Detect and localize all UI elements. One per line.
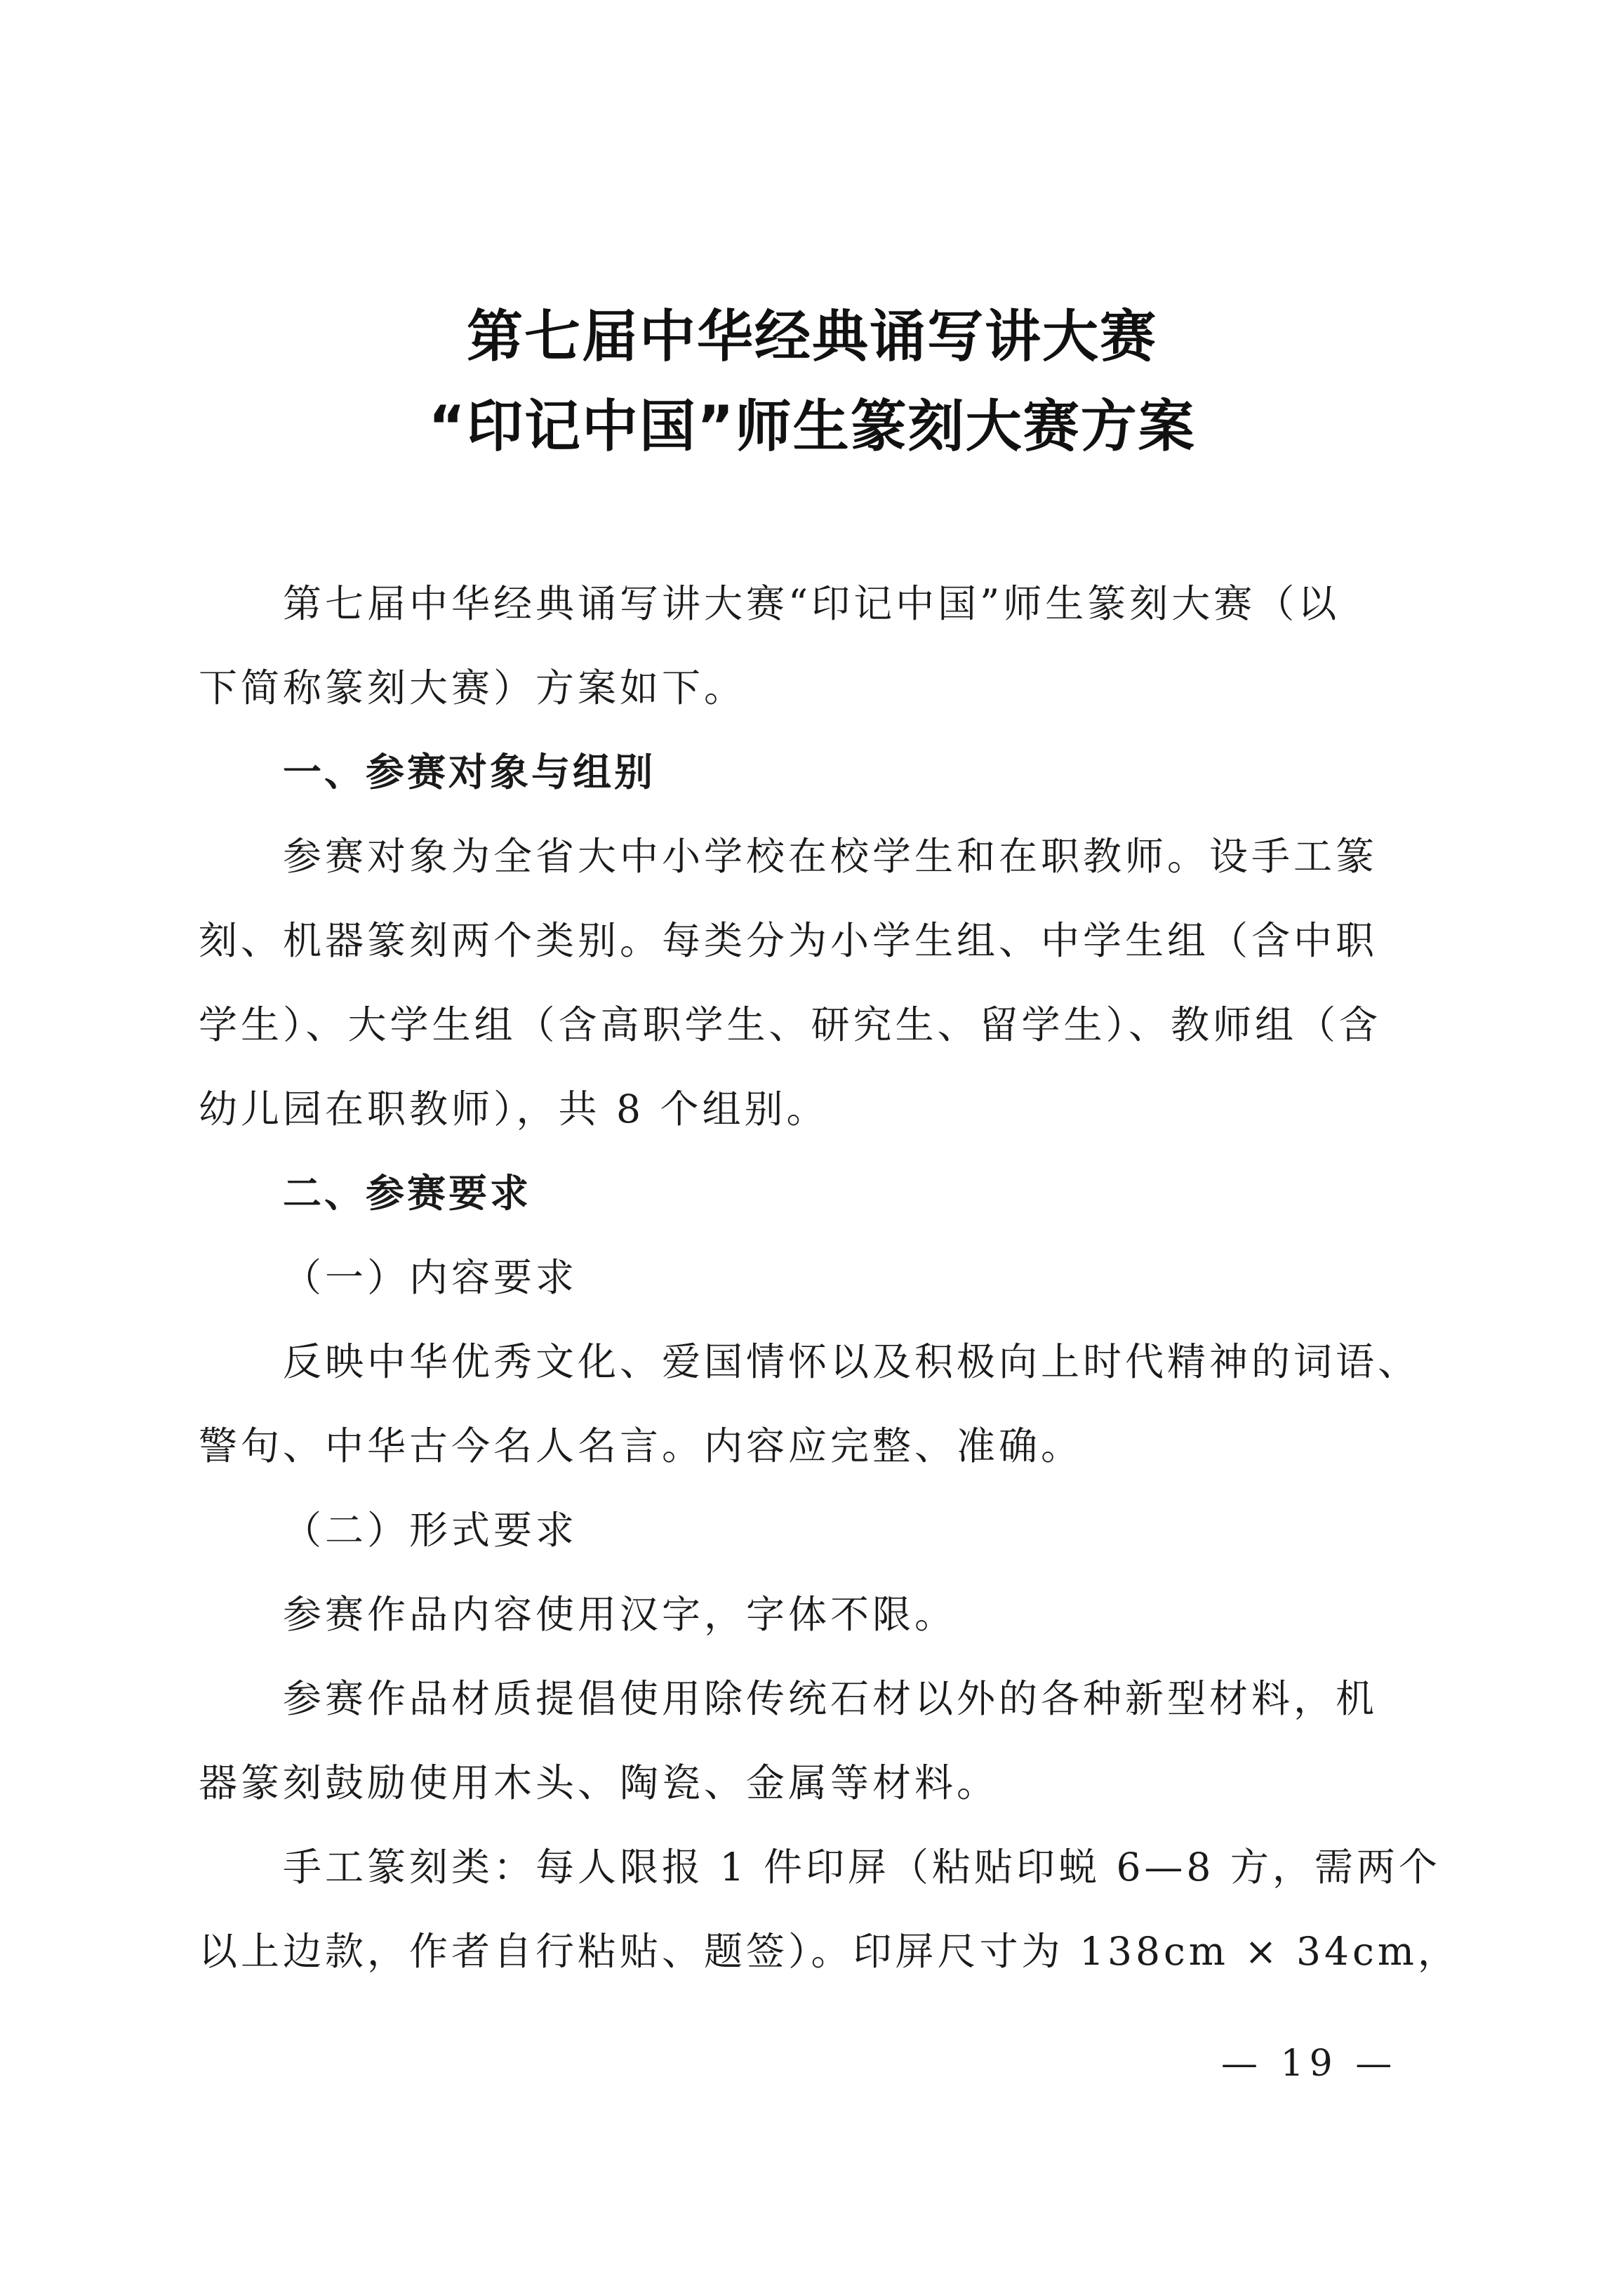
section-1-line-1: 参赛对象为全省大中小学校在校学生和在职教师。设手工篆 — [283, 834, 1378, 879]
intro-line-2: 下简称篆刻大赛）方案如下。 — [199, 665, 747, 710]
subsection-2-para-3-line-2: 以上边款，作者自行粘贴、题签）。印屏尺寸为 138cm × 34cm， — [199, 1929, 1460, 1974]
section-1-line-2: 刻、机器篆刻两个类别。每类分为小学生组、中学生组（含中职 — [199, 918, 1378, 963]
section-1-line-4: 幼儿园在职教师），共 8 个组别。 — [199, 1087, 829, 1132]
section-1-line-3: 学生）、大学生组（含高职学生、研究生、留学生）、教师组（含 — [199, 1002, 1382, 1047]
page-number: — 19 — — [1221, 2043, 1398, 2085]
subsection-2-para-2-line-2: 器篆刻鼓励使用木头、陶瓷、金属等材料。 — [199, 1760, 999, 1805]
subsection-2-para-2-line-1: 参赛作品材质提倡使用除传统石材以外的各种新型材料，机 — [283, 1676, 1378, 1721]
subsection-1-line-1: 反映中华优秀文化、爱国情怀以及积极向上时代精神的词语、 — [283, 1339, 1420, 1384]
subsection-2-para-3-line-1: 手工篆刻类：每人限报 1 件印屏（粘贴印蜕 6—8 方，需两个 — [283, 1845, 1441, 1890]
intro-line-1: 第七届中华经典诵写讲大赛“印记中国”师生篆刻大赛（以 — [283, 581, 1340, 626]
section-2-heading: 二、参赛要求 — [283, 1171, 532, 1216]
subsection-1-line-2: 警句、中华古今名人名言。内容应完整、准确。 — [199, 1424, 1084, 1468]
subsection-1-heading: （一）内容要求 — [283, 1255, 578, 1300]
subsection-2-heading: （二）形式要求 — [283, 1508, 578, 1553]
section-1-heading: 一、参赛对象与组别 — [283, 750, 656, 795]
title-line-1: 第七届中华经典诵写讲大赛 — [467, 304, 1157, 369]
title-line-2: “印记中国”师生篆刻大赛方案 — [428, 394, 1196, 459]
subsection-2-para-1: 参赛作品内容使用汉字，字体不限。 — [283, 1592, 957, 1637]
